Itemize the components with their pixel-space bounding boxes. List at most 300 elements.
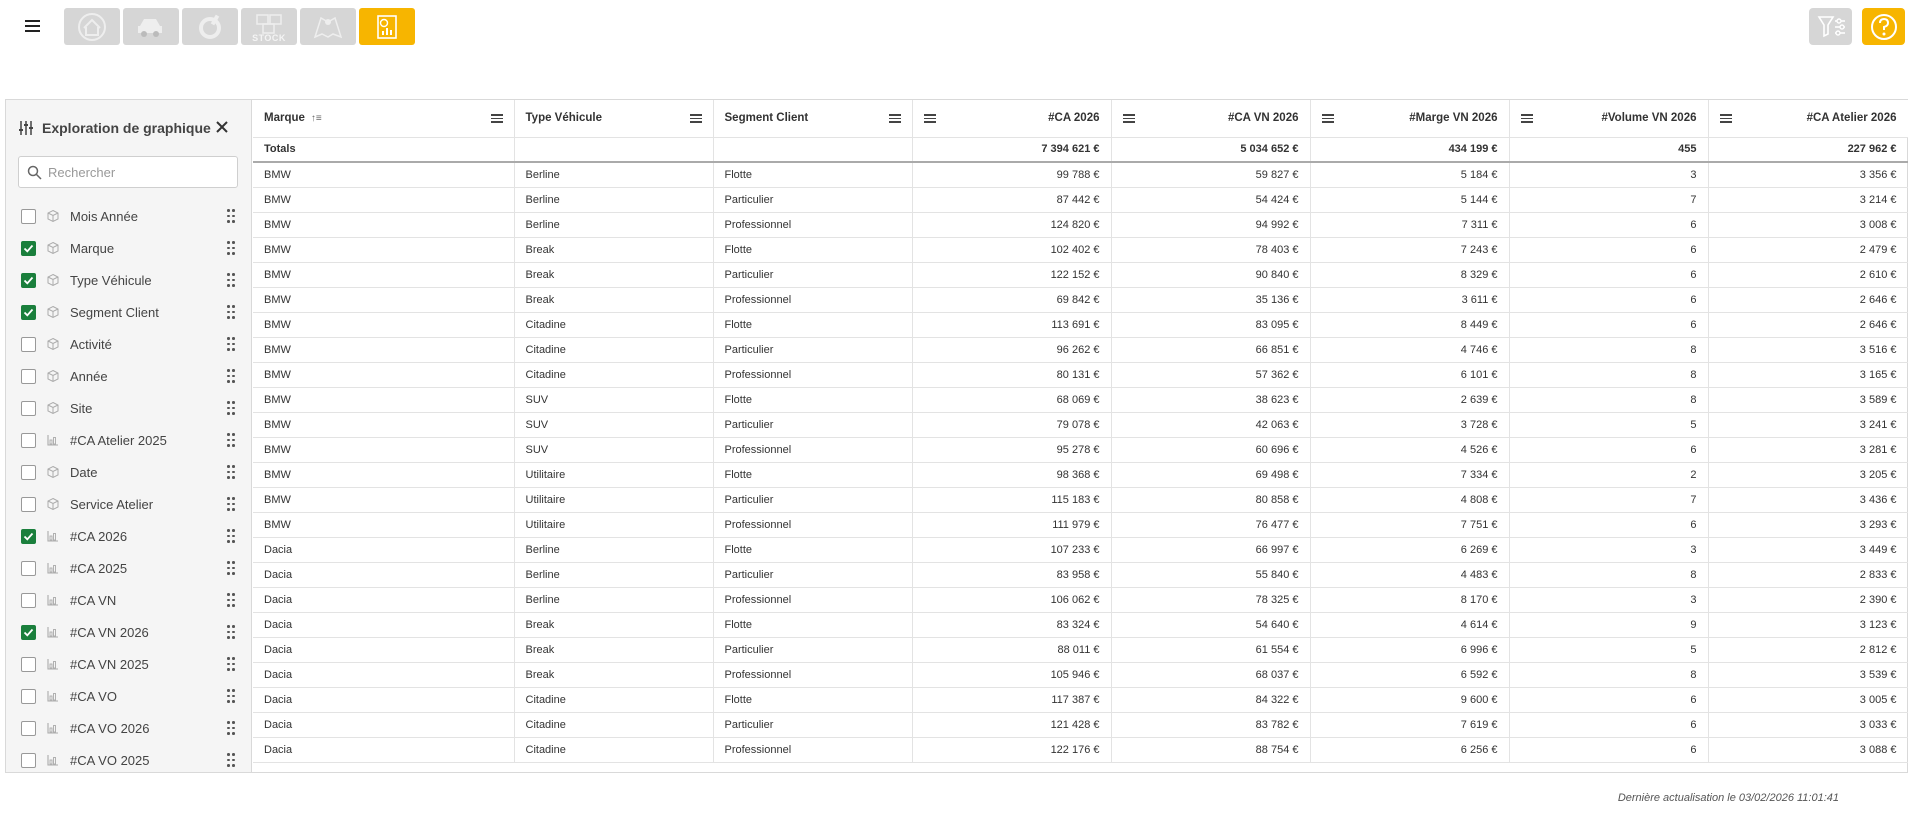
nav-workshop-button[interactable]: [182, 8, 238, 45]
table-cell: Professionnel: [713, 662, 912, 687]
help-icon: [1867, 12, 1901, 42]
drag-handle-icon[interactable]: [227, 369, 235, 383]
table-cell: 88 011 €: [912, 637, 1111, 662]
field-item[interactable]: [6, 296, 252, 328]
table-cell: SUV: [514, 412, 713, 437]
table-cell: 6: [1509, 312, 1708, 337]
table-cell: 55 840 €: [1111, 562, 1310, 587]
dimension-cube-icon: [46, 401, 60, 415]
table-cell: 3 165 €: [1708, 362, 1908, 387]
column-menu-icon[interactable]: [1322, 113, 1334, 123]
filter-settings-button[interactable]: [1809, 8, 1852, 45]
table-cell: 68 037 €: [1111, 662, 1310, 687]
measure-chart-icon: [46, 529, 60, 543]
hamburger-menu-icon[interactable]: [22, 17, 44, 35]
table-cell: BMW: [253, 437, 514, 462]
table-cell: 7 619 €: [1310, 712, 1509, 737]
field-checkbox[interactable]: [21, 401, 36, 416]
table-cell: 90 840 €: [1111, 262, 1310, 287]
field-checkbox[interactable]: [21, 497, 36, 512]
measure-chart-icon: [46, 689, 60, 703]
field-label: Service Atelier: [70, 496, 154, 512]
nav-report-button[interactable]: [359, 8, 415, 45]
column-menu-icon[interactable]: [889, 113, 901, 123]
field-checkbox[interactable]: [21, 625, 36, 640]
table-cell: Break: [514, 262, 713, 287]
table-cell: 4 808 €: [1310, 487, 1509, 512]
drag-handle-icon[interactable]: [227, 561, 235, 575]
field-item[interactable]: [6, 392, 252, 424]
table-cell: 3 611 €: [1310, 287, 1509, 312]
field-item[interactable]: [6, 424, 252, 456]
table-cell: 83 782 €: [1111, 712, 1310, 737]
table-cell: 4 483 €: [1310, 562, 1509, 587]
table-header-row: [253, 100, 1908, 137]
drag-handle-icon[interactable]: [227, 401, 235, 415]
table-row[interactable]: [253, 337, 1908, 362]
field-item[interactable]: [6, 232, 252, 264]
table-cell: 3 356 €: [1708, 162, 1908, 187]
table-cell: Citadine: [514, 337, 713, 362]
dimension-cube-icon: [46, 305, 60, 319]
table-cell: BMW: [253, 287, 514, 312]
drag-handle-icon[interactable]: [227, 305, 235, 319]
table-cell: 4 526 €: [1310, 437, 1509, 462]
table-cell: BMW: [253, 187, 514, 212]
close-icon[interactable]: [213, 118, 231, 136]
table-cell: BMW: [253, 212, 514, 237]
field-checkbox[interactable]: [21, 657, 36, 672]
table-cell: Professionnel: [713, 512, 912, 537]
table-row[interactable]: [253, 512, 1908, 537]
field-item[interactable]: [6, 712, 252, 744]
table-cell: Berline: [514, 212, 713, 237]
table-cell: 3 033 €: [1708, 712, 1908, 737]
sliders-icon: [18, 120, 34, 136]
help-button[interactable]: [1862, 8, 1905, 45]
drag-handle-icon[interactable]: [227, 529, 235, 543]
measure-chart-icon: [46, 433, 60, 447]
table-row[interactable]: [253, 712, 1908, 737]
checkmark-icon: [23, 627, 34, 638]
drag-handle-icon[interactable]: [227, 273, 235, 287]
table-cell: 2 812 €: [1708, 637, 1908, 662]
column-header-segment-client[interactable]: Segment Client: [713, 100, 912, 137]
table-cell: 98 368 €: [912, 462, 1111, 487]
table-cell: 8: [1509, 362, 1708, 387]
sort-ascending-icon[interactable]: ↑≡: [310, 113, 322, 125]
field-label: Type Véhicule: [70, 272, 152, 288]
panel-title: Exploration de graphique: [42, 120, 211, 136]
field-checkbox[interactable]: [21, 529, 36, 544]
measure-chart-icon: [46, 657, 60, 671]
table-cell: Citadine: [514, 687, 713, 712]
table-cell: 105 946 €: [912, 662, 1111, 687]
table-cell: BMW: [253, 487, 514, 512]
field-item[interactable]: [6, 552, 252, 584]
table-cell: 60 696 €: [1111, 437, 1310, 462]
table-cell: Totals: [253, 137, 514, 162]
table-cell: 4 614 €: [1310, 612, 1509, 637]
table-cell: 2 646 €: [1708, 287, 1908, 312]
dimension-cube-icon: [46, 465, 60, 479]
data-table-container: [253, 100, 1908, 772]
measure-chart-icon: [46, 561, 60, 575]
table-cell: Particulier: [713, 262, 912, 287]
table-cell: 9 600 €: [1310, 687, 1509, 712]
table-cell: Flotte: [713, 162, 912, 187]
table-row[interactable]: [253, 462, 1908, 487]
nav-stock-button[interactable]: [241, 8, 297, 45]
workshop-icon: [193, 12, 227, 42]
table-cell: Berline: [514, 162, 713, 187]
table-cell: 68 069 €: [912, 387, 1111, 412]
table-cell: Flotte: [713, 312, 912, 337]
table-row[interactable]: [253, 637, 1908, 662]
table-cell: BMW: [253, 512, 514, 537]
table-cell: 66 997 €: [1111, 537, 1310, 562]
table-cell: 3: [1509, 537, 1708, 562]
table-cell: Break: [514, 662, 713, 687]
table-cell: Professionnel: [713, 437, 912, 462]
measure-chart-icon: [46, 753, 60, 767]
table-cell: 79 078 €: [912, 412, 1111, 437]
field-item[interactable]: [6, 648, 252, 680]
table-cell: Flotte: [713, 237, 912, 262]
table-cell: 96 262 €: [912, 337, 1111, 362]
table-cell: 2 646 €: [1708, 312, 1908, 337]
field-item[interactable]: [6, 584, 252, 616]
table-cell: 4 746 €: [1310, 337, 1509, 362]
field-item[interactable]: [6, 200, 252, 232]
table-cell: 8: [1509, 337, 1708, 362]
table-cell: BMW: [253, 412, 514, 437]
table-cell: 2 479 €: [1708, 237, 1908, 262]
column-header-volume-vn-2026[interactable]: #Volume VN 2026: [1509, 100, 1708, 137]
nav-cars-button[interactable]: [123, 8, 179, 45]
table-cell: 3 436 €: [1708, 487, 1908, 512]
table-cell: 83 324 €: [912, 612, 1111, 637]
column-menu-icon[interactable]: [491, 113, 503, 123]
table-cell: 83 095 €: [1111, 312, 1310, 337]
field-label: Activité: [70, 336, 112, 352]
table-cell: 122 176 €: [912, 737, 1111, 762]
field-checkbox[interactable]: [21, 433, 36, 448]
table-row[interactable]: [253, 237, 1908, 262]
field-item[interactable]: [6, 520, 252, 552]
drag-handle-icon[interactable]: [227, 689, 235, 703]
table-cell: 3 281 €: [1708, 437, 1908, 462]
field-list: [6, 200, 252, 772]
table-cell: 102 402 €: [912, 237, 1111, 262]
dimension-cube-icon: [46, 497, 60, 511]
table-cell: Dacia: [253, 612, 514, 637]
table-row[interactable]: [253, 162, 1908, 187]
top-bar: [0, 0, 1913, 56]
table-cell: Dacia: [253, 587, 514, 612]
table-cell: 42 063 €: [1111, 412, 1310, 437]
table-cell: BMW: [253, 162, 514, 187]
table-cell: 3 214 €: [1708, 187, 1908, 212]
table-cell: 7: [1509, 187, 1708, 212]
table-cell: 113 691 €: [912, 312, 1111, 337]
table-row[interactable]: [253, 312, 1908, 337]
field-checkbox[interactable]: [21, 337, 36, 352]
field-checkbox[interactable]: [21, 209, 36, 224]
search-icon: [27, 165, 42, 180]
table-cell: 3: [1509, 587, 1708, 612]
table-cell: 3 293 €: [1708, 512, 1908, 537]
measure-chart-icon: [46, 625, 60, 639]
table-cell: Citadine: [514, 712, 713, 737]
field-item[interactable]: [6, 456, 252, 488]
table-cell: 78 403 €: [1111, 237, 1310, 262]
table-cell: Particulier: [713, 187, 912, 212]
table-cell: 6: [1509, 712, 1708, 737]
table-cell: 3 005 €: [1708, 687, 1908, 712]
drag-handle-icon[interactable]: [227, 337, 235, 351]
field-checkbox[interactable]: [21, 369, 36, 384]
table-cell: 6 101 €: [1310, 362, 1509, 387]
stock-label: STOCK: [252, 33, 286, 43]
field-checkbox[interactable]: [21, 721, 36, 736]
table-row[interactable]: [253, 412, 1908, 437]
drag-handle-icon[interactable]: [227, 433, 235, 447]
panel-header: [18, 118, 238, 138]
field-item[interactable]: [6, 360, 252, 392]
field-label: Marque: [70, 240, 115, 256]
nav-map-button[interactable]: [300, 8, 356, 45]
column-menu-icon[interactable]: [1521, 113, 1533, 123]
table-cell: 3 008 €: [1708, 212, 1908, 237]
field-checkbox[interactable]: [21, 561, 36, 576]
table-cell: 5 144 €: [1310, 187, 1509, 212]
dimension-cube-icon: [46, 209, 60, 223]
table-cell: 83 958 €: [912, 562, 1111, 587]
checkmark-icon: [23, 531, 34, 542]
column-header-ca-2026[interactable]: #CA 2026: [912, 100, 1111, 137]
cars-icon: [134, 12, 168, 42]
table-row[interactable]: [253, 662, 1908, 687]
field-item[interactable]: [6, 744, 252, 772]
field-checkbox[interactable]: [21, 593, 36, 608]
column-header-type-vehicule[interactable]: Type Véhicule: [514, 100, 713, 137]
column-header-marge-vn-2026[interactable]: #Marge VN 2026: [1310, 100, 1509, 137]
table-cell: 3 088 €: [1708, 737, 1908, 762]
table-cell: 6: [1509, 212, 1708, 237]
table-cell: 3 539 €: [1708, 662, 1908, 687]
table-cell: 80 131 €: [912, 362, 1111, 387]
table-cell: Flotte: [713, 687, 912, 712]
table-cell: 6 996 €: [1310, 637, 1509, 662]
column-header-ca-atelier-2026[interactable]: #CA Atelier 2026: [1708, 100, 1908, 137]
drag-handle-icon[interactable]: [227, 657, 235, 671]
table-cell: 111 979 €: [912, 512, 1111, 537]
table-cell: Dacia: [253, 712, 514, 737]
table-cell: 5 034 652 €: [1111, 137, 1310, 162]
field-checkbox[interactable]: [21, 305, 36, 320]
drag-handle-icon[interactable]: [227, 721, 235, 735]
field-item[interactable]: [6, 488, 252, 520]
table-row[interactable]: [253, 212, 1908, 237]
table-cell: 7 311 €: [1310, 212, 1509, 237]
table-cell: Flotte: [713, 612, 912, 637]
table-row[interactable]: [253, 362, 1908, 387]
table-cell: 122 152 €: [912, 262, 1111, 287]
field-item[interactable]: [6, 328, 252, 360]
column-header-marque[interactable]: Marque ↑≡: [253, 100, 514, 137]
field-checkbox[interactable]: [21, 273, 36, 288]
table-cell: 121 428 €: [912, 712, 1111, 737]
table-cell: 2: [1509, 462, 1708, 487]
column-menu-icon[interactable]: [690, 113, 702, 123]
field-label: Site: [70, 400, 93, 416]
field-checkbox[interactable]: [21, 241, 36, 256]
drag-handle-icon[interactable]: [227, 593, 235, 607]
table-row[interactable]: [253, 437, 1908, 462]
column-menu-icon[interactable]: [924, 113, 936, 123]
table-cell: 115 183 €: [912, 487, 1111, 512]
table-cell: 54 424 €: [1111, 187, 1310, 212]
column-menu-icon[interactable]: [1123, 113, 1135, 123]
table-cell: Particulier: [713, 712, 912, 737]
table-cell: 76 477 €: [1111, 512, 1310, 537]
table-cell: 6: [1509, 737, 1708, 762]
field-item[interactable]: [6, 616, 252, 648]
table-cell: 5: [1509, 412, 1708, 437]
home-icon: [75, 12, 109, 42]
drag-handle-icon[interactable]: [227, 209, 235, 223]
table-cell: Professionnel: [713, 737, 912, 762]
checkmark-icon: [23, 243, 34, 254]
table-row[interactable]: [253, 537, 1908, 562]
table-cell: 35 136 €: [1111, 287, 1310, 312]
table-cell: Flotte: [713, 387, 912, 412]
column-menu-icon[interactable]: [1720, 113, 1732, 123]
table-cell: Berline: [514, 187, 713, 212]
table-cell: SUV: [514, 387, 713, 412]
table-cell: 3 205 €: [1708, 462, 1908, 487]
totals-row[interactable]: [253, 137, 1908, 162]
table-row[interactable]: [253, 737, 1908, 762]
table-cell: 95 278 €: [912, 437, 1111, 462]
table-cell: 2 639 €: [1310, 387, 1509, 412]
drag-handle-icon[interactable]: [227, 625, 235, 639]
table-cell: Break: [514, 287, 713, 312]
dimension-cube-icon: [46, 337, 60, 351]
table-cell: Utilitaire: [514, 487, 713, 512]
table-row[interactable]: [253, 487, 1908, 512]
table-cell: 6: [1509, 687, 1708, 712]
table-cell: BMW: [253, 262, 514, 287]
table-cell: Citadine: [514, 312, 713, 337]
table-cell: 227 962 €: [1708, 137, 1908, 162]
field-label: #CA VO 2026: [70, 720, 150, 736]
table-cell: Break: [514, 637, 713, 662]
table-cell: Citadine: [514, 362, 713, 387]
table-cell: 3 123 €: [1708, 612, 1908, 637]
data-table: [253, 100, 1908, 763]
table-cell: 8 170 €: [1310, 587, 1509, 612]
table-cell: [514, 137, 713, 162]
table-row[interactable]: [253, 562, 1908, 587]
table-cell: Particulier: [713, 487, 912, 512]
table-cell: 7 394 621 €: [912, 137, 1111, 162]
measure-chart-icon: [46, 593, 60, 607]
table-row[interactable]: [253, 587, 1908, 612]
table-cell: 5: [1509, 637, 1708, 662]
table-row[interactable]: [253, 612, 1908, 637]
table-cell: 7: [1509, 487, 1708, 512]
column-header-ca-vn-2026[interactable]: #CA VN 2026: [1111, 100, 1310, 137]
table-cell: 7 334 €: [1310, 462, 1509, 487]
table-cell: 6 269 €: [1310, 537, 1509, 562]
table-row[interactable]: [253, 387, 1908, 412]
table-cell: Berline: [514, 587, 713, 612]
nav-home-button[interactable]: [64, 8, 120, 45]
table-cell: Utilitaire: [514, 462, 713, 487]
field-label: #CA 2025: [70, 560, 128, 576]
table-row[interactable]: [253, 687, 1908, 712]
field-item[interactable]: [6, 264, 252, 296]
field-checkbox[interactable]: [21, 465, 36, 480]
field-label: Année: [70, 368, 108, 384]
table-cell: Dacia: [253, 662, 514, 687]
table-cell: Professionnel: [713, 362, 912, 387]
table-cell: 54 640 €: [1111, 612, 1310, 637]
field-item[interactable]: [6, 680, 252, 712]
search-input[interactable]: [48, 165, 228, 180]
table-cell: 9: [1509, 612, 1708, 637]
table-cell: 59 827 €: [1111, 162, 1310, 187]
drag-handle-icon[interactable]: [227, 753, 235, 767]
field-label: #CA VN: [70, 592, 117, 608]
table-row[interactable]: [253, 262, 1908, 287]
table-cell: BMW: [253, 337, 514, 362]
table-cell: Dacia: [253, 637, 514, 662]
table-cell: 8: [1509, 662, 1708, 687]
checkmark-icon: [23, 307, 34, 318]
drag-handle-icon[interactable]: [227, 241, 235, 255]
filter-settings-icon: [1814, 12, 1848, 42]
table-cell: 78 325 €: [1111, 587, 1310, 612]
table-cell: Professionnel: [713, 212, 912, 237]
drag-handle-icon[interactable]: [227, 497, 235, 511]
map-icon: [311, 12, 345, 42]
table-row[interactable]: [253, 287, 1908, 312]
table-cell: 69 498 €: [1111, 462, 1310, 487]
table-cell: 434 199 €: [1310, 137, 1509, 162]
table-cell: Citadine: [514, 737, 713, 762]
field-checkbox[interactable]: [21, 753, 36, 768]
table-cell: 84 322 €: [1111, 687, 1310, 712]
table-cell: Professionnel: [713, 287, 912, 312]
table-cell: 455: [1509, 137, 1708, 162]
table-cell: Flotte: [713, 537, 912, 562]
table-cell: 38 623 €: [1111, 387, 1310, 412]
table-cell: 88 754 €: [1111, 737, 1310, 762]
table-row[interactable]: [253, 187, 1908, 212]
field-search-box: [18, 156, 238, 188]
drag-handle-icon[interactable]: [227, 465, 235, 479]
table-cell: Particulier: [713, 637, 912, 662]
table-cell: 6 592 €: [1310, 662, 1509, 687]
table-cell: Berline: [514, 562, 713, 587]
field-checkbox[interactable]: [21, 689, 36, 704]
table-cell: 6: [1509, 237, 1708, 262]
table-cell: 2 610 €: [1708, 262, 1908, 287]
table-cell: 99 788 €: [912, 162, 1111, 187]
